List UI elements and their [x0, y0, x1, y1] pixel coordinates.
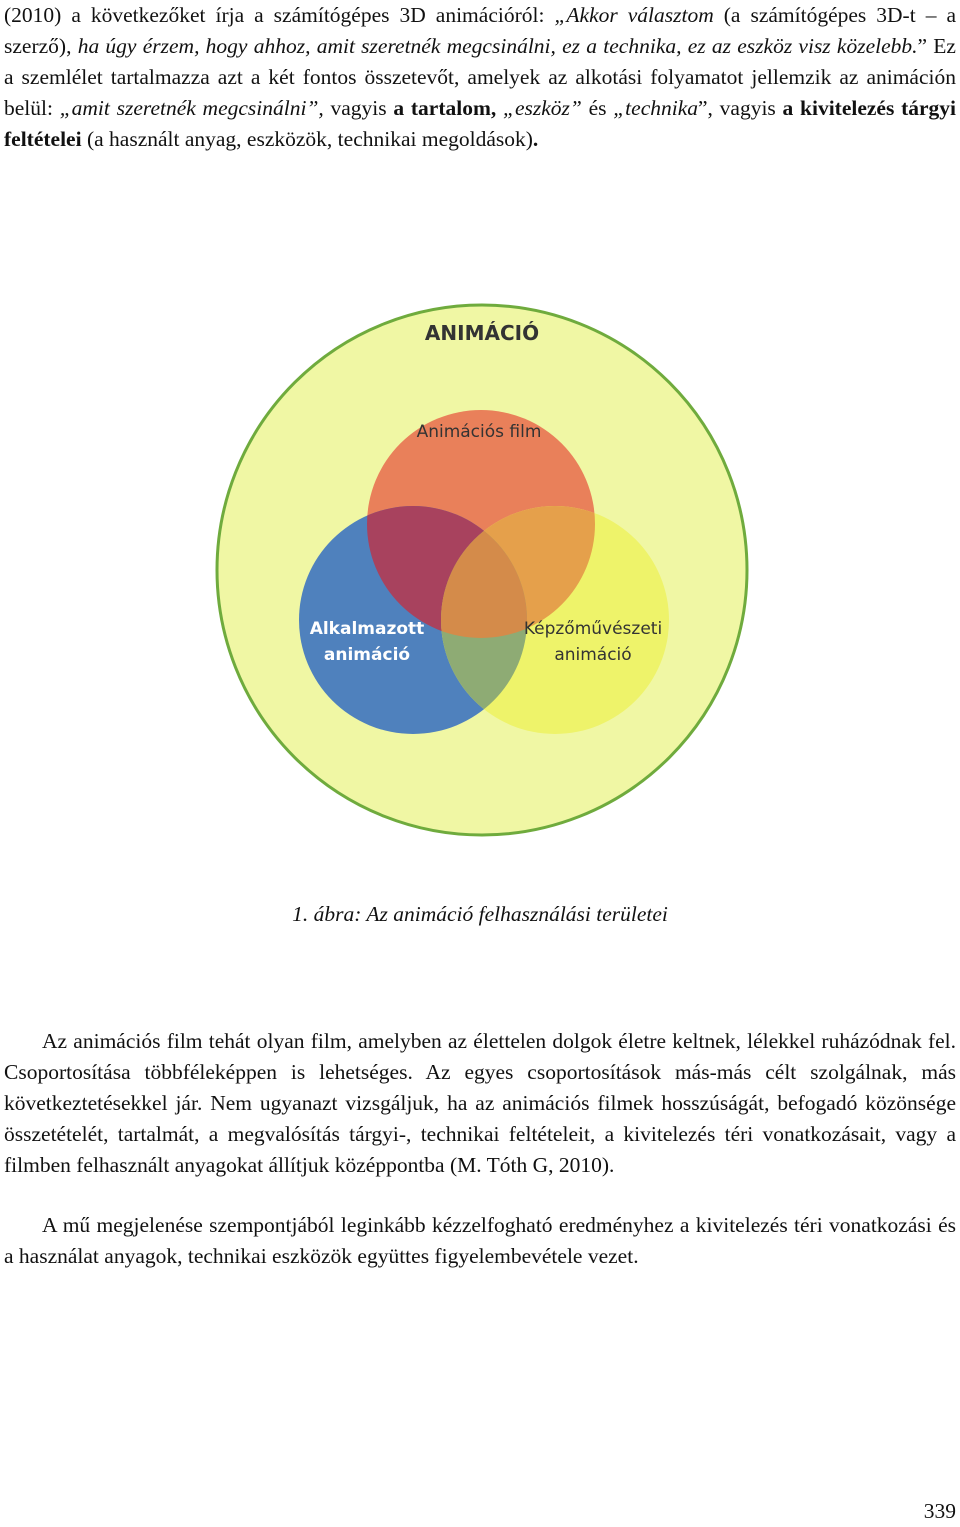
text-run: és — [581, 96, 614, 120]
body-paragraph: Az animációs film tehát olyan film, amelyben az élettelen dolgok életre keltnek, lélekkel ruházódnak fel. Csoportosítása többféleképpen is lehetséges. Az egyes csoportosítások más-más célt szolgálnak, más következtetésekkel jár. Nem ugyanazt vizsgáljuk, ha az animációs filmek hosszúságát, befogadó közönsége összetételét, tartalmát, a megvalósítás tárgyi-, technikai feltételeit, a kivitelezés téri vonatkozásait, vagy a filmben felhasznált anyagokat állítjuk középpontba (M. Tóth G, 2010). — [4, 1029, 956, 1177]
bold-period: . — [532, 127, 539, 151]
text-run: (2010) a következőket írja a számítógépes 3D animációról: — [4, 3, 555, 27]
text-run: vagyis — [323, 96, 394, 120]
page-number: 339 — [923, 1499, 956, 1523]
quote-italic: „amit szeretnék megcsinálni”, — [59, 96, 324, 120]
bold-term: a kivitelezés tárgyi feltételei — [4, 96, 956, 151]
text-run: (a használt anyag, eszközök, technikai megoldások) — [81, 127, 533, 151]
left-circle-label: animáció — [323, 645, 411, 665]
text-run: (a számítógépes 3D-t – a szerző), — [4, 3, 956, 58]
outer-label: ANIMÁCIÓ — [424, 321, 540, 345]
top-circle-label: Animációs film — [416, 422, 542, 442]
intro-paragraph — [4, 0, 956, 155]
left-circle-label: Alkalmazott — [309, 619, 425, 639]
text-run: ”, vagyis — [698, 96, 783, 120]
right-circle-label: Képzőművészeti — [523, 619, 663, 639]
bold-term: a tartalom, — [393, 96, 497, 120]
quote-italic: ha úgy érzem, hogy ahhoz, amit szeretnék megcsinálni, ez a technika, ez az eszköz visz közelebb. — [77, 34, 918, 58]
quote-italic: „technika — [613, 96, 699, 120]
figure-caption: 1. ábra: Az animáció felhasználási területei — [292, 902, 668, 926]
body-paragraph: A mű megjelenése szempontjából leginkább kézzelfogható eredményhez a kivitelezés téri vonatkozási és a használat anyagok, technikai eszközök együttes figyelembevétele vezet. — [4, 1213, 956, 1268]
animation-venn-diagram — [200, 300, 765, 840]
right-circle-label: animáció — [554, 645, 632, 665]
text-run — [496, 96, 503, 120]
text-run: ” Ez a szemlélet tartalmazza azt a két fontos összetevőt, amelyek az alkotási folyamatot jellemzik az animáción belül: — [4, 34, 956, 120]
quote-italic: „Akkor választom — [554, 3, 714, 27]
quote-italic: „eszköz” — [502, 96, 582, 120]
